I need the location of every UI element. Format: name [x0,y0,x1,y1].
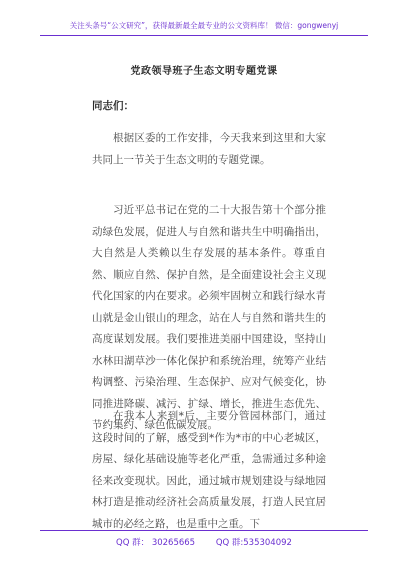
page-footer [40,530,368,548]
footer-qq-group-1: QQ 群： 30265665 [116,538,196,548]
header-text: 关注头条号“公文研究”，获得最新最全最专业的公文资料库！ 微信：gongwenyj [69,21,339,30]
document-title: 党政领导班子生态文明专题党课 [130,66,278,77]
footer-qq-group-2: QQ 群:535304092 [215,538,292,548]
paragraph-2: 习近平总书记在党的二十大报告第十个部分推动绿色发展，促进人与自然和谐共生中明确指出，大自然是人类赖以生存发展的基本条件。尊重自然、顺应自然、保护自然，是全面建设社会主义现代化国家的内在要求。必须牢固树立和践行绿水青山就是金山银山的理念，站在人与自然和谐共生的高度谋划发展。我们要推进美丽中国建设，坚持山水林田湖草沙一体化保护和系统治理，统筹产业结构调整、污染治理、生态保护、应对气候变化，协同推进降碳、减污、扩绿、增长，推进生态优先、节约集约、绿色低碳发展。 [92,204,326,431]
paragraph-3: 在我本人来到*后，主要分管园林部门，通过这段时间的了解，感受到*作为*市的中心老城区，房屋、绿化基础设施等老化严重，急需通过多种途径来改变现状。因此，通过城市规划建设与绿地园林打造是推动经济社会高质量发展，打造人民宜居城市的必经之路，也是重中之重。下 [92,410,326,530]
greeting: 同志们： [92,100,134,112]
paragraph-1: 根据区委的工作安排，今天我来到这里和大家共同上一节关于生态文明的专题党课。 [92,132,326,166]
page-header-promo [40,20,368,36]
